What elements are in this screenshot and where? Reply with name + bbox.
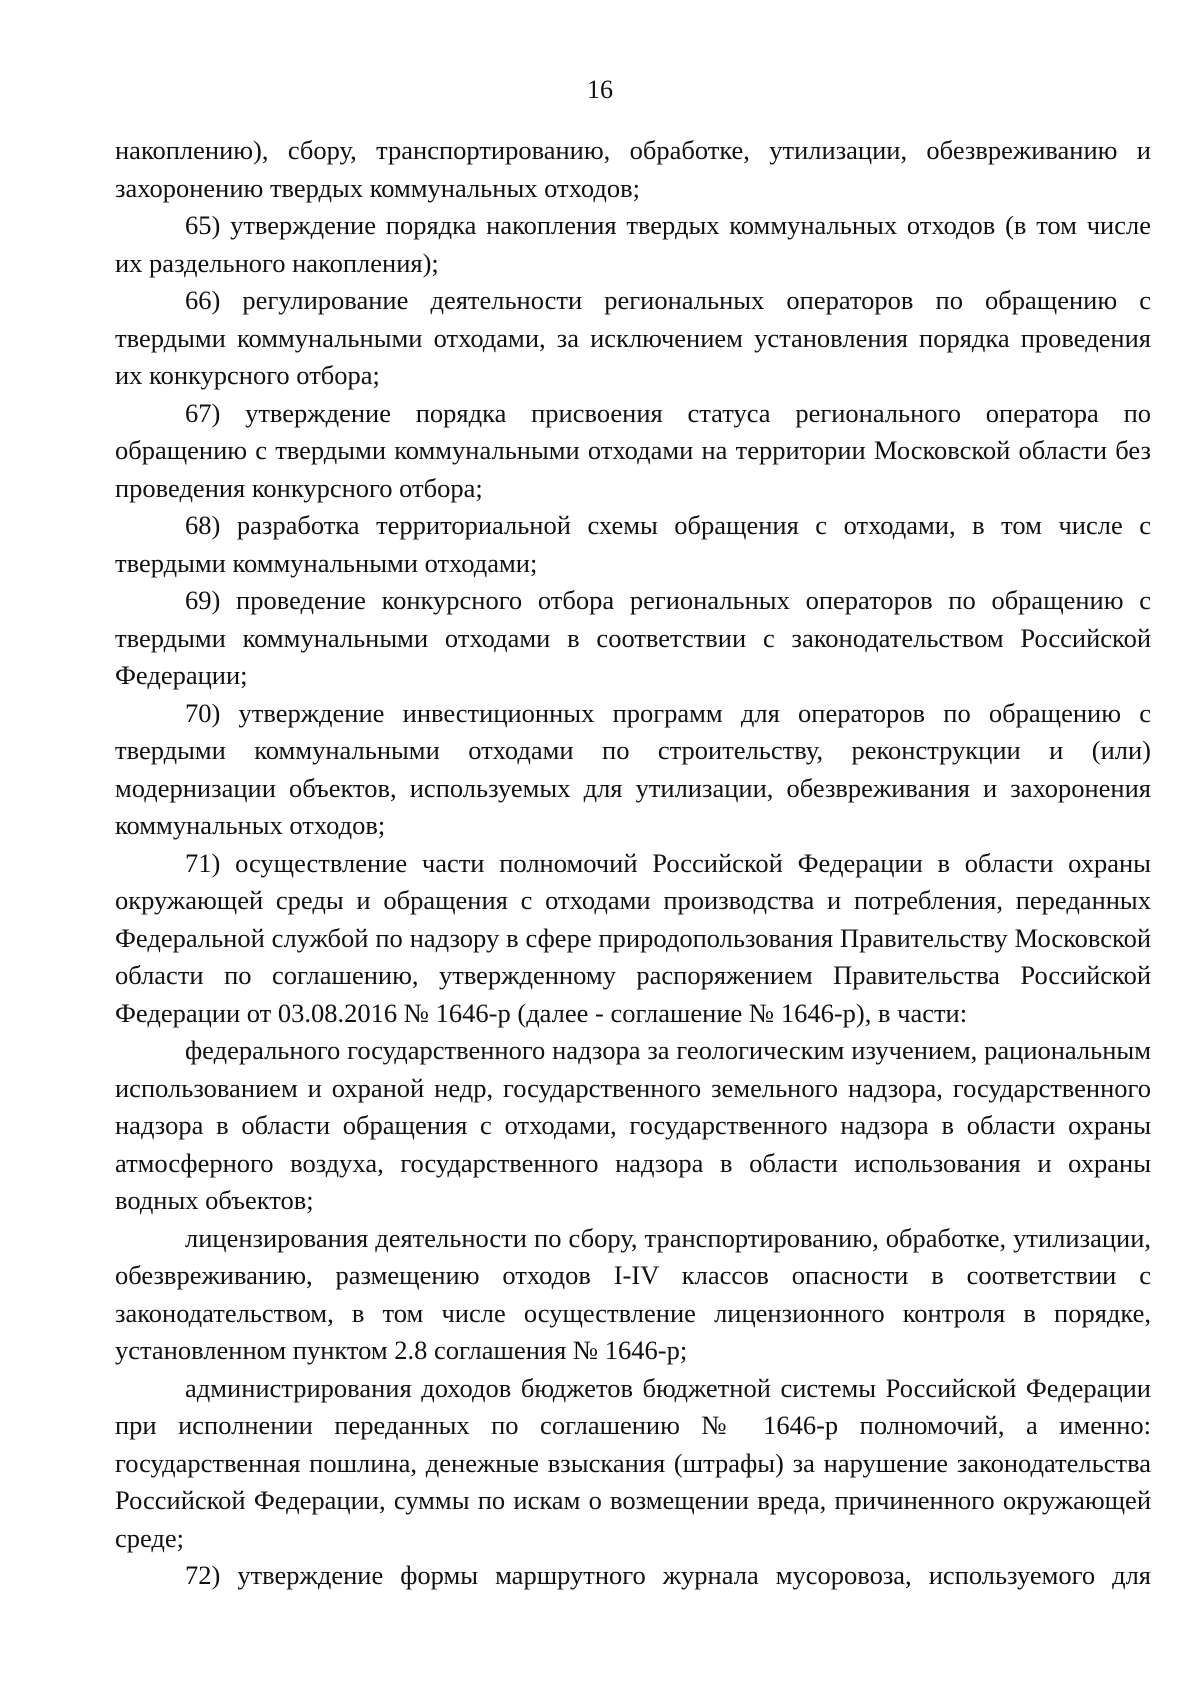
body-text (115, 132, 1151, 1595)
paragraph-item-66: 66) регулирование деятельности региональных операторов по обращению с твердыми коммунальными отходами, за исключением установления порядка проведения их конкурсного отбора; (115, 285, 1151, 390)
paragraph-item-70: 70) утверждение инвестиционных программ для операторов по обращению с твердыми коммунальными отходами по строительству, реконструкции и (или) модернизации объектов, используемых для утилизации, обезвреживания и захоронения коммунальных отходов; (115, 697, 1151, 840)
paragraph-item-65: 65) утверждение порядка накопления твердых коммунальных отходов (в том числе их раздельного накопления); (115, 210, 1151, 278)
paragraph-item-72: 72) утверждение формы маршрутного журнала мусоровоза, используемого для (185, 1560, 1151, 1590)
paragraph-item-69: 69) проведение конкурсного отбора региональных операторов по обращению с твердыми коммунальными отходами в соответствии с законодательством Российской Федерации; (115, 585, 1151, 690)
paragraph-item-71: 71) осуществление части полномочий Российской Федерации в области охраны окружающей среды и обращения с отходами производства и потребления, переданных Федеральной службой по надзору в сфере природопользования Правительству Московской области по соглашению, утвержденному распоряжением Правительства Российской Федерации от 03.08.2016 № 1646-р (далее - соглашение № 1646-р), в части: (115, 847, 1151, 1028)
paragraph-item-68: 68) разработка территориальной схемы обращения с отходами, в том числе с твердыми коммунальными отходами; (115, 510, 1151, 578)
paragraph-item-67: 67) утверждение порядка присвоения статуса регионального оператора по обращению с твердыми коммунальными отходами на территории Московской области без проведения конкурсного отбора; (115, 397, 1151, 503)
paragraph-continuation: накоплению), сбору, транспортированию, обработке, утилизации, обезвреживанию и захоронению твердых коммунальных отходов; (115, 135, 1151, 203)
paragraph-item-71-revenue: администрирования доходов бюджетов бюджетной системы Российской Федерации при исполнении переданных по соглашению № 1646-р полномочий, а именно: государственная пошлина, денежные взыскания (штрафы) за нарушение законодательства Российской Федерации, суммы по искам о возмещении вреда, причиненного окружающей среде; (115, 1372, 1151, 1553)
paragraph-item-71-supervision: федерального государственного надзора за геологическим изучением, рациональным использованием и охраной недр, государственного земельного надзора, государственного надзора в области обращения с отходами, государственного надзора в области охраны атмосферного воздуха, государственного надзора в области использования и охраны водных объектов; (115, 1035, 1151, 1215)
paragraph-item-71-licensing: лицензирования деятельности по сбору, транспортированию, обработке, утилизации, обезвреживанию, размещению отходов I-IV классов опасности в соответствии с законодательством, в том числе осуществление лицензионного контроля в порядке, установленном пунктом 2.8 соглашения № 1646-р; (115, 1222, 1151, 1365)
page-number: 16 (587, 75, 613, 104)
